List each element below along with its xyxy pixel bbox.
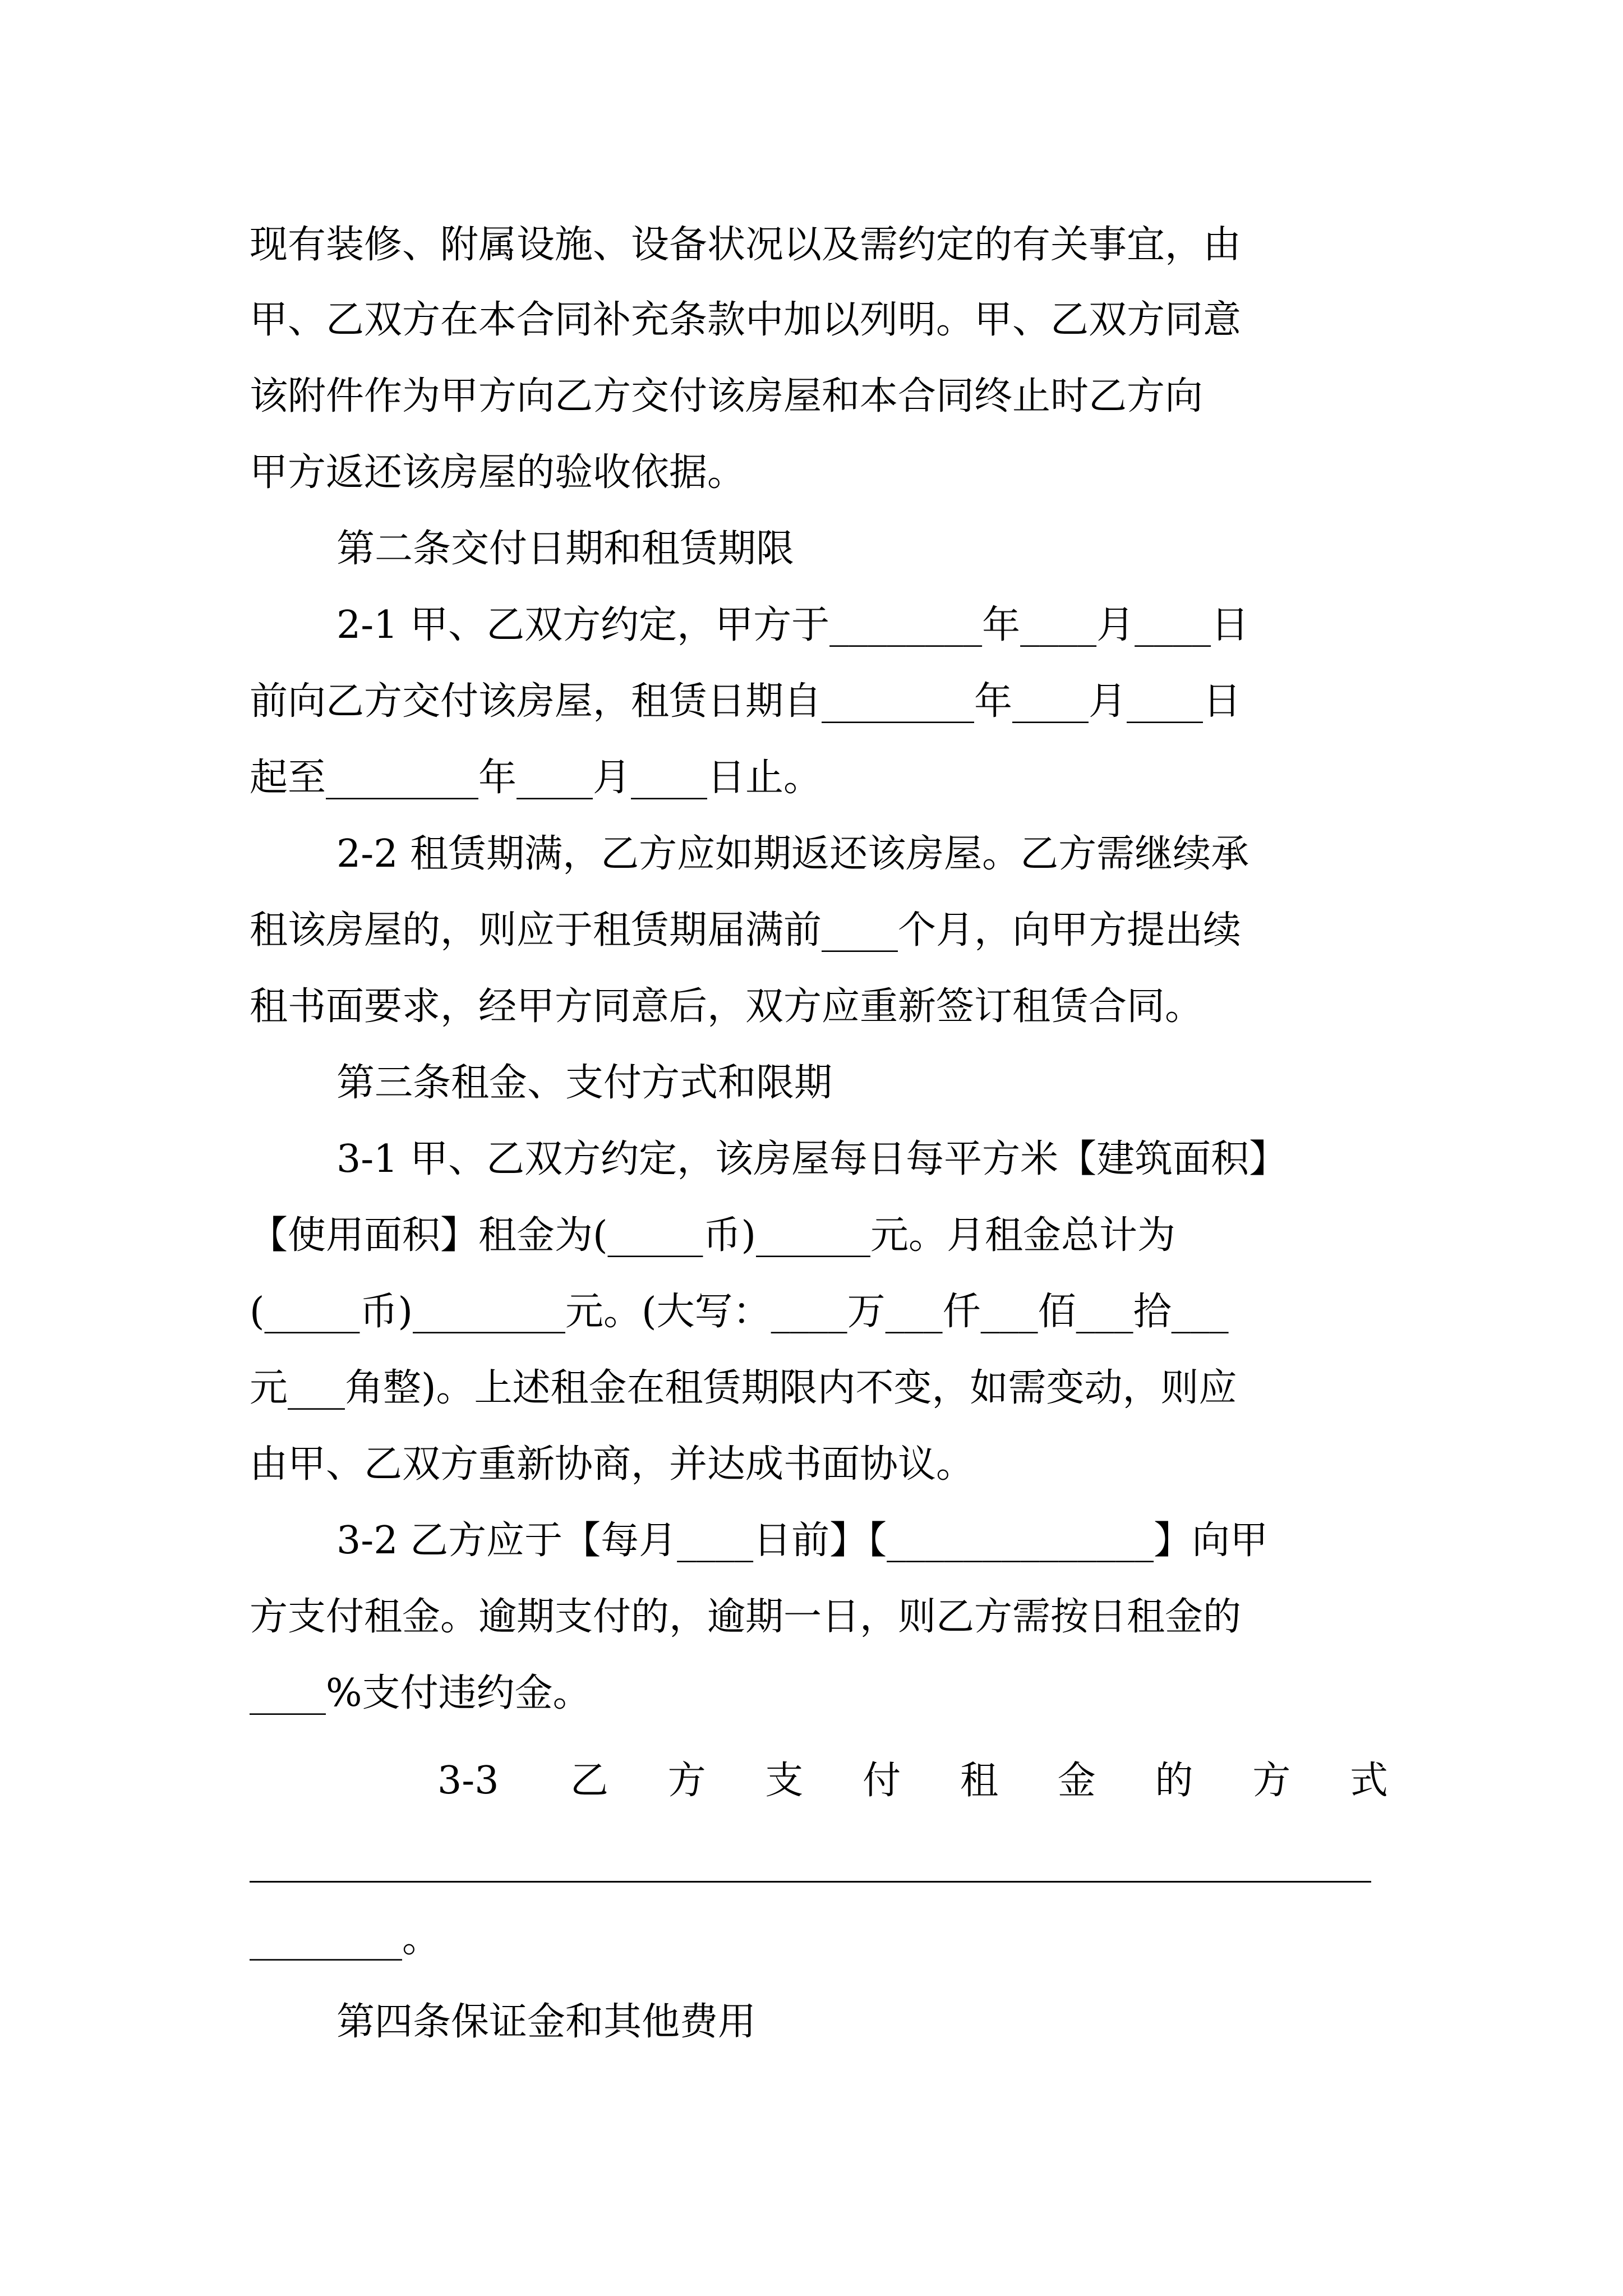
body-text-line: 甲、乙双方在本合同补充条款中加以列明。甲、乙双方同意	[250, 298, 1242, 342]
clause-text-line: 3-2 乙方应于【每月____日前】【______________】向甲	[336, 1519, 1269, 1563]
body-text-line: ________。	[250, 1917, 441, 1961]
body-text-line: 起至________年____月____日止。	[250, 756, 822, 800]
body-text-line: 前向乙方交付该房屋，租赁日期自________年____月____日	[250, 679, 1242, 724]
body-text-line: 租该房屋的，则应于租赁期届满前____个月，向甲方提出续	[250, 908, 1242, 953]
clause-text-line: 2-1 甲、乙双方约定，甲方于________年____月____日	[336, 603, 1249, 647]
clause-text-line: 3-3 乙方支付租金的方式	[437, 1759, 1388, 1803]
clause-text-line: 3-1 甲、乙双方约定，该房屋每日每平方米【建筑面积】	[336, 1137, 1288, 1181]
blank-underline	[250, 1881, 1371, 1883]
body-text-line: 甲方返还该房屋的验收依据。	[250, 450, 746, 495]
body-text-line: (_____币)________元。(大写：____万___仟___佰___拾___	[250, 1290, 1229, 1334]
body-text-line: 该附件作为甲方向乙方交付该房屋和本合同终止时乙方向	[250, 374, 1204, 418]
section-heading: 第二条交付日期和租赁期限	[336, 527, 795, 571]
body-text-line: 【使用面积】租金为(_____币)______元。月租金总计为	[250, 1213, 1176, 1258]
body-text-line: 现有装修、附属设施、设备状况以及需约定的有关事宜，由	[250, 223, 1242, 267]
section-heading: 第三条租金、支付方式和限期	[336, 1061, 833, 1105]
body-text-line: 元___角整)。上述租金在租赁期限内不变，如需变动，则应	[250, 1366, 1237, 1410]
body-text-line: 由甲、乙双方重新协商，并达成书面协议。	[250, 1442, 975, 1487]
body-text-line: 方支付租金。逾期支付的，逾期一日，则乙方需按日租金的	[250, 1595, 1242, 1639]
body-text-line: ____%支付违约金。	[250, 1671, 591, 1715]
body-text-line: 租书面要求，经甲方同意后，双方应重新签订租赁合同。	[250, 984, 1204, 1029]
clause-text-line: 2-2 租赁期满，乙方应如期返还该房屋。乙方需继续承	[336, 832, 1249, 876]
section-heading: 第四条保证金和其他费用	[336, 2000, 757, 2044]
